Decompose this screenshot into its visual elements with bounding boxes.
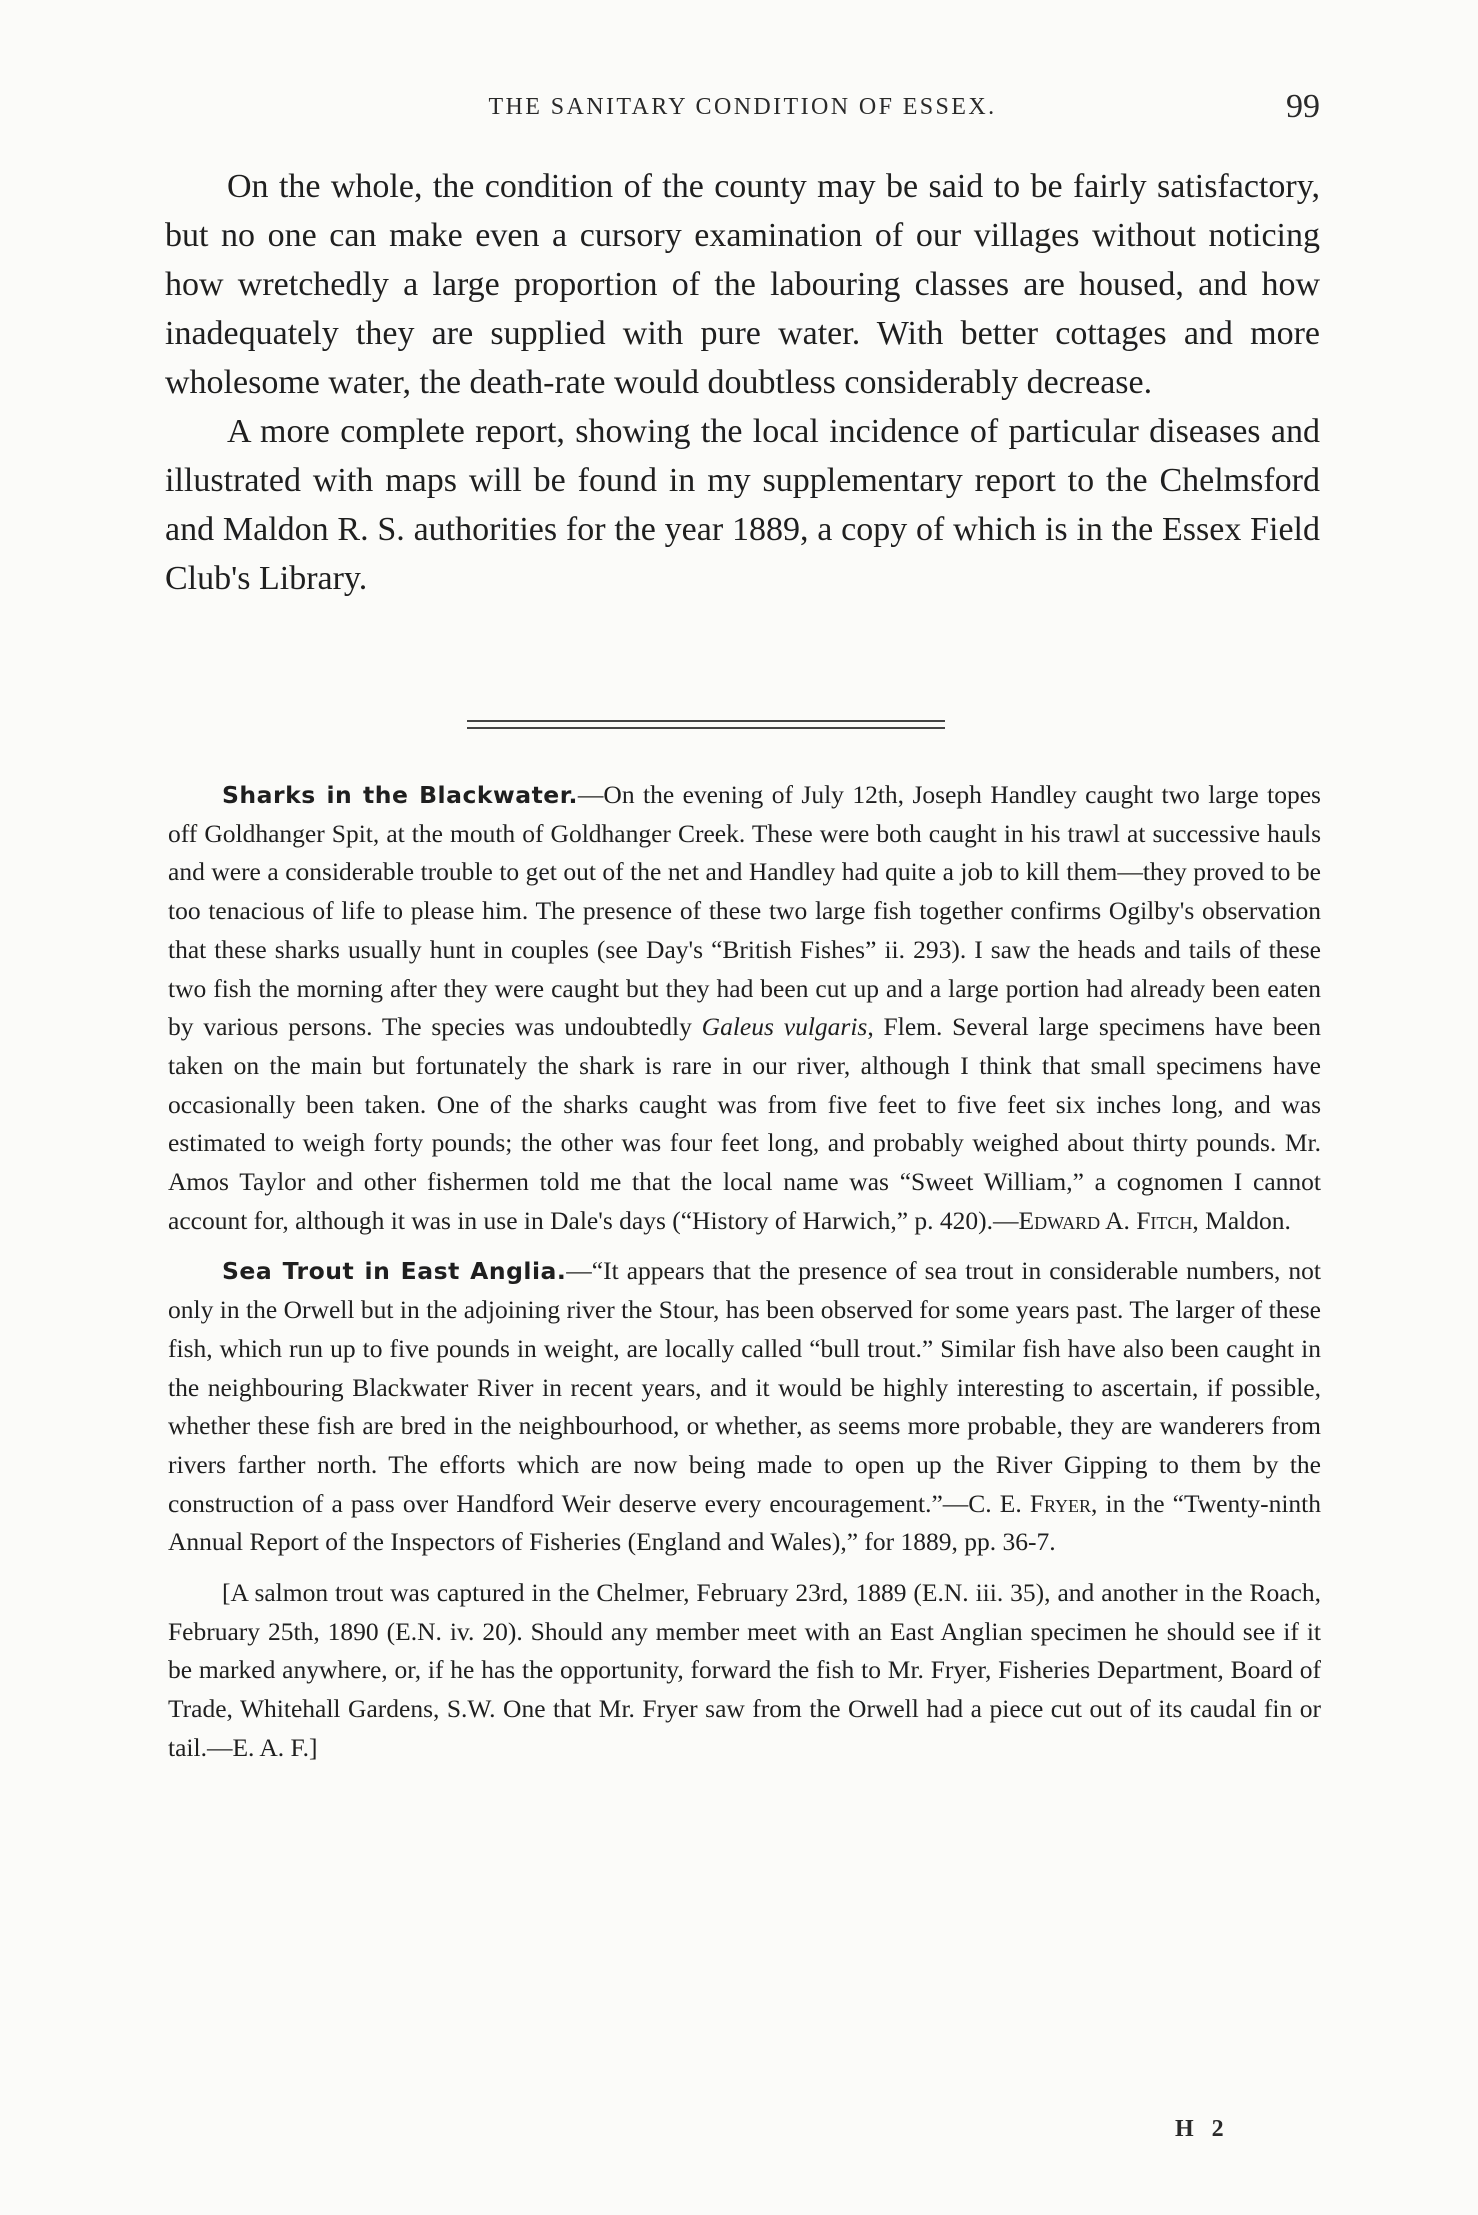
note-text: —“It appears that the presence of sea trout in considerable numbers, not only in the Orwell but in the adjoining river the Stour, has been observed for some years past. The larger of these fish, which run up to five pounds in weight, are locally called “bull trout.” Similar fish have also been caught in the neighbouring Blackwater River in recent years, and it would be highly interesting to ascertain, if possible, whether these fish are bred in the neighbourhood, or whether, as seems more probable, they are wanderers from rivers farther north. The efforts which are now being made to open up the River Gipping to them by the construction of a pass over Handford Weir deserve every encouragement.”—C. E. — [168, 1256, 1321, 1518]
notes-section — [168, 776, 1321, 1780]
note-sharks — [168, 776, 1321, 1240]
page-number: 99 — [1286, 88, 1320, 125]
running-title: THE SANITARY CONDITION OF ESSEX. — [488, 94, 997, 120]
species-name: Galeus vulgaris — [701, 1012, 868, 1042]
editorial-note: [A salmon trout was captured in the Chelmer, February 23rd, 1889 (E.N. iii. 35), and another in the Roach, February 25th, 1890 (E.N. iv. 20). Should any member meet with an East Anglian specimen he should see if it be marked anywhere, or, if he has the opportunity, forward the fish to Mr. Fryer, Fisheries Department, Board of Trade, Whitehall Gardens, S.W. One that Mr. Fryer saw from the Orwell had a piece cut out of its caudal fin or tail.—E. A. F.] — [168, 1578, 1321, 1762]
signature-mark: H 2 — [1175, 2116, 1230, 2142]
note-text: , Flem. Several large specimens have been taken on the main but fortunately the shark is rare in our river, although I think that small specimens have occasionally been taken. One of the sharks caught was from five feet to five feet six inches long, and was estimated to weigh forty pounds; the other was four feet long, and probably weighed about thirty pounds. Mr. Amos Taylor and other fishermen told me that the local name was “Sweet William,” a cognomen I cannot account for, although it was in use in Dale's days (“History of Harwich,” p. 420).— — [168, 1012, 1321, 1235]
note-text: , in the “Twenty-ninth Annual Report of the Inspectors of Fisheries (England and Wales),” for 1889, pp. 36-7. — [168, 1488, 1321, 1557]
author-name: Fryer — [1029, 1488, 1092, 1518]
lead-paragraph: On the whole, the condition of the county may be said to be fairly satisfactory, but no one can make even a cursory examination of our villages without noticing how wretchedly a large proportion of the labouring classes are housed, and how inadequately they are supplied with pure water. With better cottages and more wholesome water, the death-rate would doubtless considerably decrease. — [165, 168, 1320, 401]
note-title: Sea Trout in East Anglia. — [222, 1257, 567, 1286]
note-title: Sharks in the Blackwater. — [222, 781, 578, 809]
note-trout — [168, 1252, 1321, 1562]
author-name: Edward A. Fitch — [1018, 1205, 1193, 1235]
section-divider — [467, 720, 945, 729]
author-place: , Maldon. — [1192, 1205, 1291, 1235]
lead-paragraph: A more complete report, showing the local incidence of particular diseases and illustrated with maps will be found in my supplementary report to the Chelmsford and Maldon R. S. authorities for the year 1889, a copy of which is in the Essex Field Club's Library. — [165, 413, 1320, 597]
lead-section — [165, 162, 1320, 603]
note-text: —On the evening of July 12th, Joseph Handley caught two large topes off Goldhanger Spit, at the mouth of Goldhanger Creek. These were both caught in his trawl at successive hauls and were a considerable trouble to get out of the net and Handley had quite a job to kill them—they proved to be too tenacious of life to please him. The presence of these two large fish together confirms Ogilby's observation that these sharks usually hunt in couples (see Day's “British Fishes” ii. 293). I saw the heads and tails of these two fish the morning after they were caught but they had been cut up and a large portion had already been eaten by various persons. The species was undoubtedly — [168, 780, 1321, 1042]
running-header — [165, 88, 1320, 138]
